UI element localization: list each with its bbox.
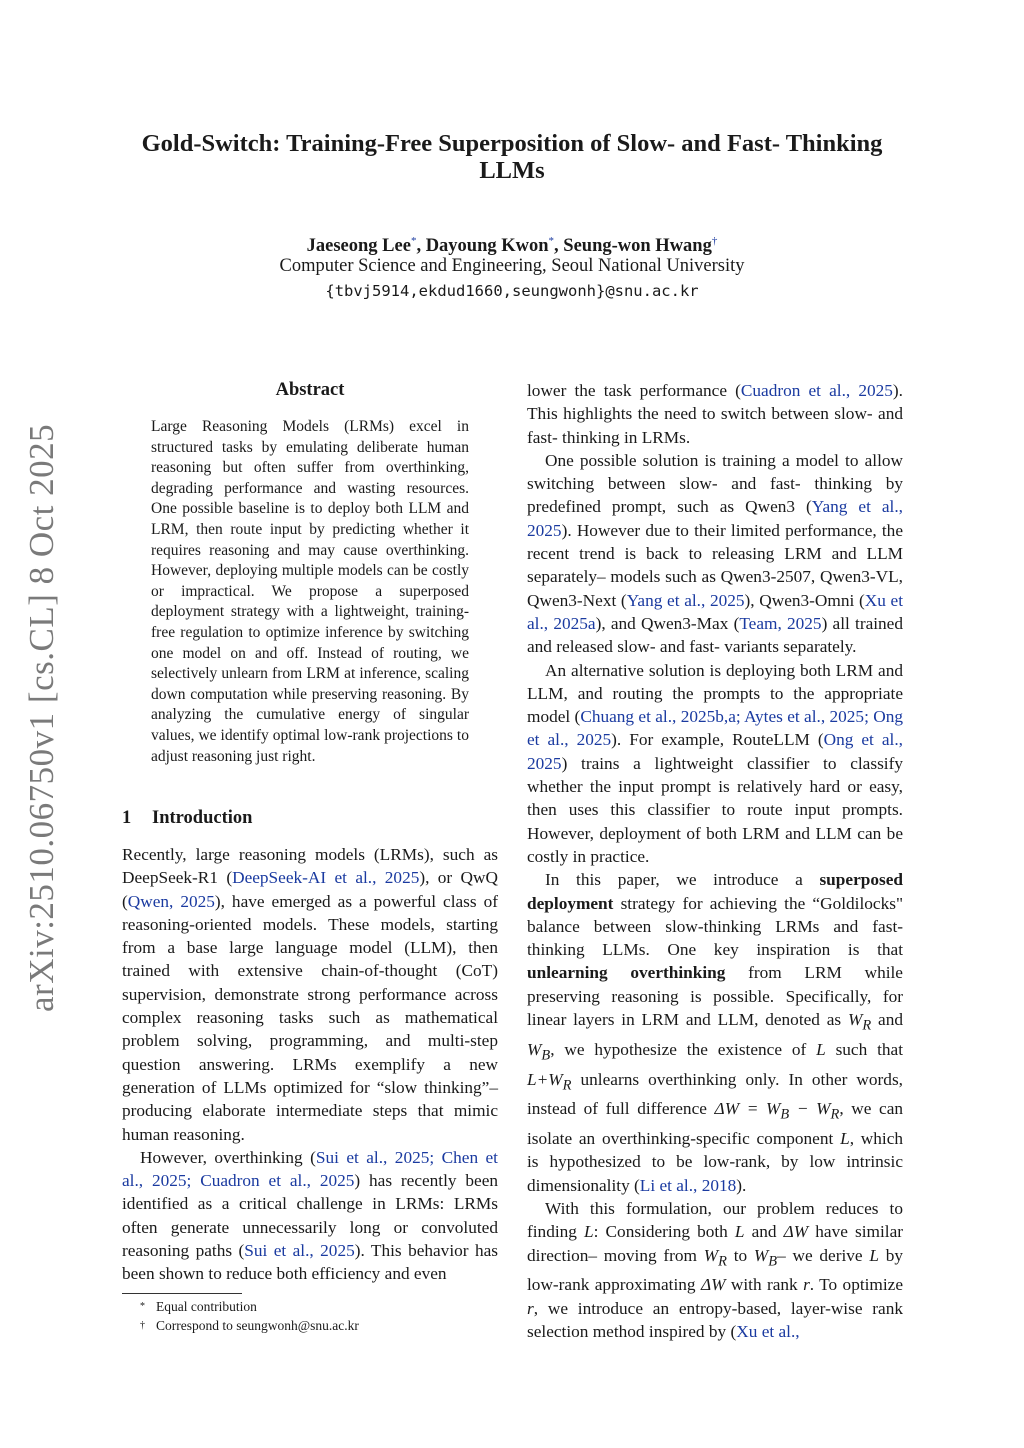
- section-heading-introduction: [122, 806, 498, 830]
- author-mark: *: [548, 235, 555, 247]
- intro-paragraph-1: Recently, large reasoning models (LRMs), such as DeepSeek-R1 (DeepSeek-AI et al., 2025), or QwQ (Qwen, 2025), have emerged as a powerful class of reasoning-oriented models. These models, starting from a base large language model (LLM), then trained with extensive chain-of-thought (CoT) supervision, demonstrate strong performance across complex reasoning tasks such as mathematical problem solving, programming, and multi-step question answering. LRMs exemplify a new generation of LLMs optimized for “slow thinking”– producing elaborate intermediate steps that mimic human reasoning.: [122, 845, 498, 1144]
- citation-link[interactable]: Chuang et al., 2025b,a: [580, 707, 736, 727]
- author-list: Jaeseong Lee*, Dayoung Kwon*, Seung-won Hwang†: [306, 235, 718, 257]
- affiliation: Computer Science and Engineering, Seoul National University: [279, 256, 745, 276]
- citation-link[interactable]: Yang et al., 2025: [626, 590, 745, 610]
- intro-paragraph-6: With this formulation, our problem reduces to finding L: Considering both L and ΔW have similar direction– moving from $W_R$ to $W_B-$ we derive L by low-rank approximating ΔW with rank r. To optimize r, we introduce an entropy-based, layer-wise rank selection method inspired by (Xu et al.,: [527, 1198, 904, 1341]
- citation-link[interactable]: Cuadron et al., 2025: [200, 1171, 355, 1191]
- footnotes: [140, 1297, 500, 1335]
- author-mark: *: [410, 235, 417, 247]
- citation-link[interactable]: Xu et al., 2025a: [527, 590, 903, 633]
- math-delta-w-def: $\Delta W = W_B - W_R$: [714, 1099, 840, 1123]
- abstract-text: Large Reasoning Models (LRMs) excel in structured tasks by emulating deliberate human reasoning but often suffer from overthinking, degrading performance and wasting resources. One possible baseline is to deploy both LLM and LRM, then route input by predicting whether it requires reasoning and may cause overthinking. However, deploying multiple models can be costly or impractical. We propose a superposed deployment strategy with a lightweight, training-free regulation to optimize inference by switching one model on and off. Instead of routing, we selectively unlearn from LRM at inference, scaling down computation while preserving reasoning. By analyzing the cumulative energy of singular values, we identify optimal low-rank projections to adjust reasoning just right.: [151, 418, 469, 765]
- author-emails: {tbvj5914,ekdud1660,seungwonh}@snu.ac.kr: [325, 282, 699, 300]
- citation-link[interactable]: Yang et al., 2025: [527, 497, 903, 540]
- right-column-body: [527, 379, 903, 1343]
- abstract-heading: Abstract: [275, 380, 345, 400]
- citation-link[interactable]: Li et al., 2018: [639, 1175, 737, 1195]
- math-l-plus-wr: $L+W_R$: [527, 1069, 572, 1093]
- citation-link[interactable]: Ong et al., 2025: [527, 730, 903, 773]
- citation-link[interactable]: DeepSeek-AI et al., 2025: [232, 868, 420, 888]
- footnote-equal-contribution: * Equal contribution: [140, 1299, 257, 1314]
- author-name: Jaeseong Lee: [306, 236, 411, 257]
- section-title: Introduction: [152, 808, 253, 828]
- author-name: Dayoung Kwon: [425, 236, 549, 257]
- citation-link[interactable]: Chen et al., 2025: [122, 1147, 498, 1191]
- author-mark: †: [711, 235, 718, 247]
- citation-link[interactable]: Aytes et al., 2025: [744, 707, 865, 727]
- intro-paragraph-2-continued: lower the task performance (Cuadron et al., 2025). This highlights the need to switch between slow- and fast- thinking in LRMs.: [527, 381, 903, 447]
- footnote-rule: [122, 1293, 242, 1294]
- intro-paragraph-3: One possible solution is training a model to allow switching between slow- and fast- thinking by predefined prompt, such as Qwen3 (Yang et al., 2025). However due to their limited performance, the recent trend is back to releasing LRM and LLM separately– models such as Qwen3-2507, Qwen3-VL, Qwen3-Next (Yang et al., 2025), Qwen3-Omni (Xu et al., 2025a), and Qwen3-Max (Team, 2025) all trained and released slow- and fast- variants separately.: [527, 450, 903, 657]
- left-column-body: [122, 843, 498, 1286]
- paper-title: Gold-Switch: Training-Free Superposition of Slow- and Fast- Thinking LLMs: [141, 130, 883, 184]
- math-w-r: $W_R$: [848, 1010, 872, 1034]
- citation-link[interactable]: Team, 2025: [739, 613, 822, 633]
- citation-link[interactable]: Sui et al., 2025: [244, 1241, 355, 1261]
- math-w-b: $W_B$: [527, 1039, 551, 1064]
- intro-paragraph-4: An alternative solution is deploying both LRM and LLM, and routing the prompts to the appropriate model (Chuang et al., 2025b,a; Aytes et al., 2025; Ong et al., 2025). For example, RouteLLM (Ong et al., 2025) trains a lightweight classifier to classify whether the input prompt is relatively hard or easy, then uses this classifier to route input prompts. However, deployment of both LRM and LLM can be costly in practice.: [527, 660, 904, 866]
- citation-link[interactable]: Xu et al.,: [736, 1321, 800, 1341]
- citation-link[interactable]: Cuadron et al., 2025: [740, 381, 893, 400]
- author-name: Seung-won Hwang: [563, 236, 712, 257]
- citation-link[interactable]: Qwen, 2025: [127, 891, 215, 911]
- citation-link[interactable]: Ong et al., 2025: [527, 707, 904, 750]
- intro-paragraph-2: However, overthinking (Sui et al., 2025; Chen et al., 2025; Cuadron et al., 2025) has recently been identified as a critical challenge in LRMs: LRMs often generate unnecessarily long or convoluted reasoning paths (Sui et al., 2025). This behavior has been shown to reduce both efficiency and even: [122, 1147, 499, 1284]
- arxiv-identifier-stamp: arXiv:2510.06750v1 [cs.CL] 8 Oct 2025: [22, 423, 61, 1012]
- footnote-correspondence: † Correspond to seungwonh@snu.ac.kr: [140, 1318, 359, 1333]
- citation-link[interactable]: Sui et al., 2025: [315, 1147, 430, 1167]
- section-number: 1: [122, 808, 132, 828]
- intro-paragraph-5: In this paper, we introduce a superposed deployment strategy for achieving the “Goldilocks" balance between slow-thinking LRMs and fast-thinking LLMs. One key inspiration is that unlearning overthinking from LRM while preserving reasoning is possible. Specifically, for linear layers in LRM and LLM, denoted as $W_R$ and $W_B$, we hypothesize the existence of L such that $L+W_R$ unlearns overthinking only. In other words, instead of full difference $\Delta W = W_B - W_R$, we can isolate an overthinking-specific component L, which is hypothesized to be low-rank, by low intrinsic dimensionality (Li et al., 2018).: [527, 870, 904, 1195]
